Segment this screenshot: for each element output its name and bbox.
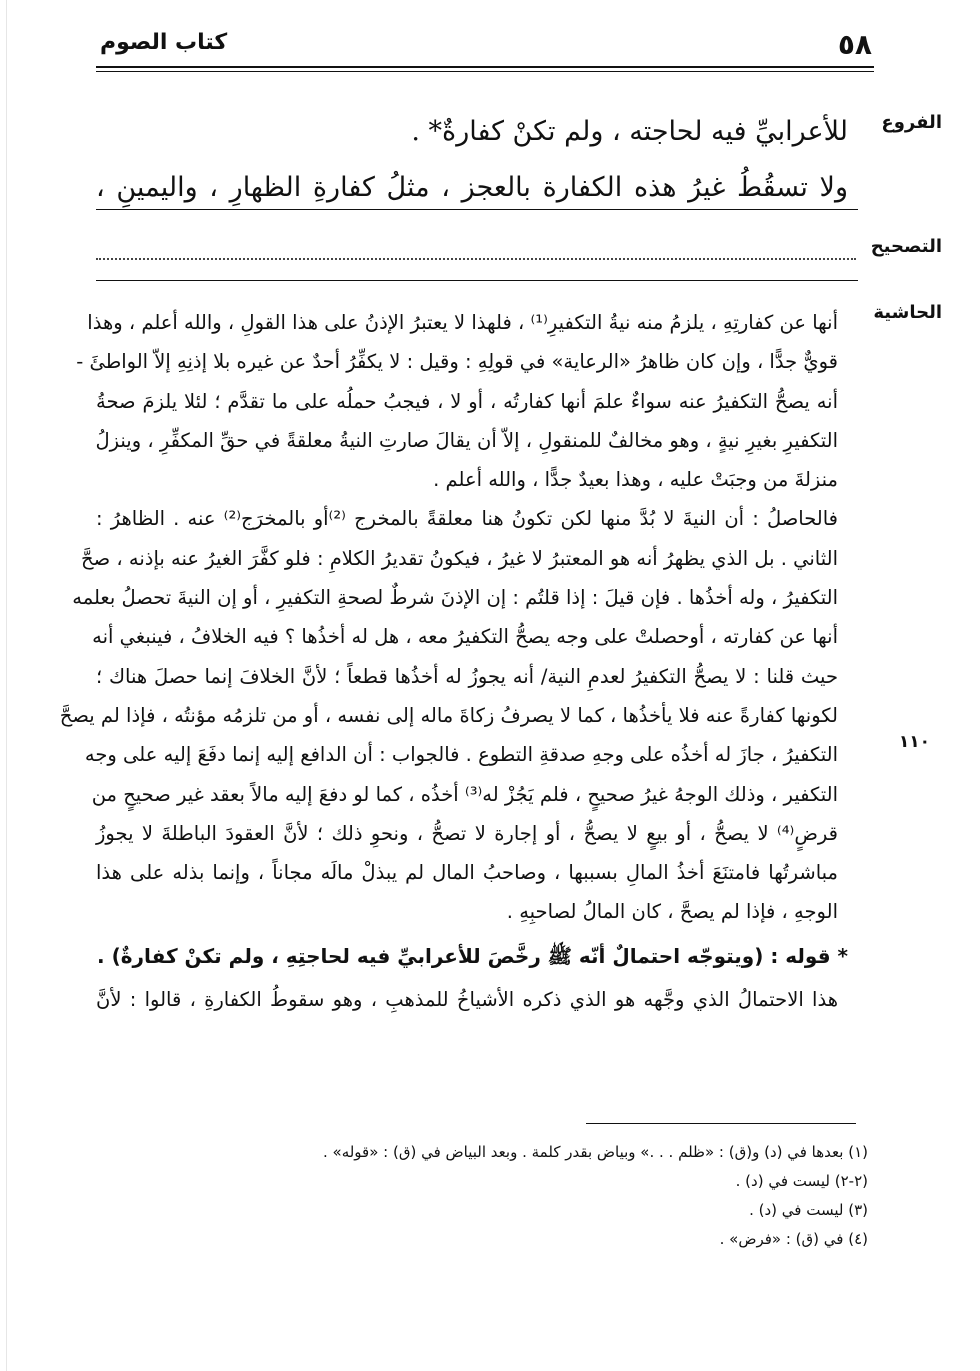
hashiya-line: التكفيرُ ، وله أخذُها . فإن قيلَ : إذا قلتُم : إن الإذنَ شرطٌ لصحةِ التكفيرِ ، أو إن النيةَ تحصلُ بعلمه: [72, 586, 838, 610]
hashiya-line: منزلةَ من وجبَتْ عليه ، وهذا بعيدٌ جدًّا ، والله أعلم .: [433, 468, 838, 492]
scan-edge: [6, 0, 7, 1371]
footnote: (٣) ليست في (د) .: [749, 1201, 868, 1219]
footnotes: [96, 1138, 868, 1254]
header-rule-thin: [96, 71, 874, 72]
hashiya-line: قويٌّ جدًّا ، وإن كان ظاهرُ «الرعاية» في قولِهِ : وقيل : لا يكفِّرُ أحدٌ عن غيره بلا إذنِهِ إلاّ الواطئَ -: [76, 350, 838, 374]
furu-line: للأعرابيِّ فيه لحاجته ، ولم تكنْ كفارةٌ* .: [411, 116, 848, 147]
manuscript-line-marker: ١١٠: [898, 732, 930, 752]
hashiya-line: التكفيرُ ، جازَ له أخذُه على وجهِ صدقةِ التطوع . فالجواب : أن الدافع إليه إنما دفَعَ إليه على وجه: [84, 743, 838, 767]
hashiya-line: الوجهِ ، فإذا لم يصحَّ ، كان المالُ لصاحبِهِ .: [506, 900, 838, 924]
label-hashiya: الحاشية: [873, 302, 942, 323]
label-correction: التصحيح: [870, 236, 942, 257]
hashiya-line: مباشرتُها فامتنَعَ أخذُ المالِ بسببها ، وصاحبُ المال لم يبذلْ مالَه مجاناً ، وإنما بذله على هذا: [96, 861, 838, 885]
hashiya-line: أنها عن كفارته ، أوحصلتْ على وجه يصحُّ التكفيرُ معه ، هل له أخذُها ؟ فيه الخلافُ ، فينبغي أنه: [92, 625, 838, 649]
hashiya-line: قرضٍ⁽⁴⁾ لا يصحُّ ، أو بيعٍ لا يصحُّ ، أو إجارة لا تصحُّ ، ونحوِ ذلك ؛ لأنَّ العقودَ الباطلةَ لا يجوزُ: [96, 821, 838, 845]
hashiya-line: أنها عن كفارتِهِ ، يلزمُ منه نيةُ التكفيرِ⁽¹⁾ ، فلهذا لا يعتبرُ الإذنُ على هذا القولِ ، والله أعلم ، وهذا: [87, 311, 838, 334]
hashiya-line: الثاني . بل الذي يظهرُ أنه هو المعتبرُ لا غيرُ ، فيكونُ تقديرُ الكلامِ : فلو كفَّرَ الغيرُ عنه بإذنه ، صحَّ: [81, 546, 838, 570]
footnote: (٤) في (ق) : «فرض» .: [719, 1230, 868, 1248]
page-number: ٥٨: [837, 28, 872, 61]
correction-dotted-line: [96, 238, 856, 260]
hashiya-line: فالحاصلُ : أن النيةَ لا بُدَّ منها لكن تكونُ هنا معلقةً بالمخرج ⁽²⁾أو بالمخرَج⁽²⁾ عنه . الظاهرُ :: [96, 507, 839, 531]
header-rule-thick: [96, 66, 874, 68]
hashiya-line: هذا الاحتمالُ الذي وجَّهه هو الذي ذكره الأشياخُ للمذهبِ ، وهو سقوطُ الكفارةِ ، قالوا : لأنَّ: [96, 987, 838, 1011]
running-head: [96, 26, 876, 70]
hashiya-line: أنه يصحُّ التكفيرُ عنه سواءٌ علمَ أنها كفارتُه ، أو لا ، فيجبُ حملُه على ما تقدَّم ؛ لئلا يلزمَ صحةُ: [96, 389, 838, 413]
section-divider: [96, 280, 858, 281]
hashiya-line: لكونها كفارةً عنه فلا يأخذُها ، كما لا يصرفُ زكاةَ ماله إلى نفسه ، أو من تلزمُه مؤنتُه ، فإذا لم يصحَّ: [59, 703, 838, 727]
book-title: كتاب الصوم: [100, 30, 228, 55]
footnote: (١) بعدها في (د) و(ق) : «ظلم . . .» وبياض بقدر كلمة . وبعد البياض في (ق) : «قوله» .: [322, 1143, 868, 1161]
hashiya-text: [59, 303, 848, 1019]
quoted-commentary-heading: * قوله : (ويتوجّه احتمالٌ أنّه ﷺ رخَّصَ للأعرابيِّ فيه لحاجتِهِ ، ولم تكنْ كفارةٌ) .: [97, 943, 848, 968]
hashiya-line: حيث قلنا : لا يصحُّ التكفيرُ لعدمِ النية/ أنه يجوزُ له أخذُها قطعاً ؛ لأنَّ الخلافَ إنما حصلَ هناك ؛: [96, 664, 838, 688]
hashiya-line: التكفيرِ بغيرِ نيةٍ ، وهو مخالفٌ للمنقولِ ، إلاّ أن يقالَ صارتِ النيةُ معلقةً في حقِّ المكفِّرِ ، وينزلُ: [95, 428, 838, 452]
label-furu: الفروع: [881, 112, 942, 133]
section-divider: [96, 209, 858, 210]
footnote-rule: [586, 1123, 856, 1124]
furu-text: [96, 104, 848, 216]
footnote: (٢-٢) ليست في (د) .: [735, 1172, 868, 1190]
hashiya-line: التكفير ، وذلك الوجهُ غيرُ صحيحٍ ، فلم يَجُزْ له⁽³⁾ أخذُه ، كما لو دفعَ إليه مالاً بعقد غير صحيحٍ من: [91, 782, 838, 806]
furu-line: ولا تسقُطُ غيرُ هذه الكفارة بالعجز ، مثلُ كفارةِ الظهارِ ، واليمينِ ،: [96, 172, 848, 203]
